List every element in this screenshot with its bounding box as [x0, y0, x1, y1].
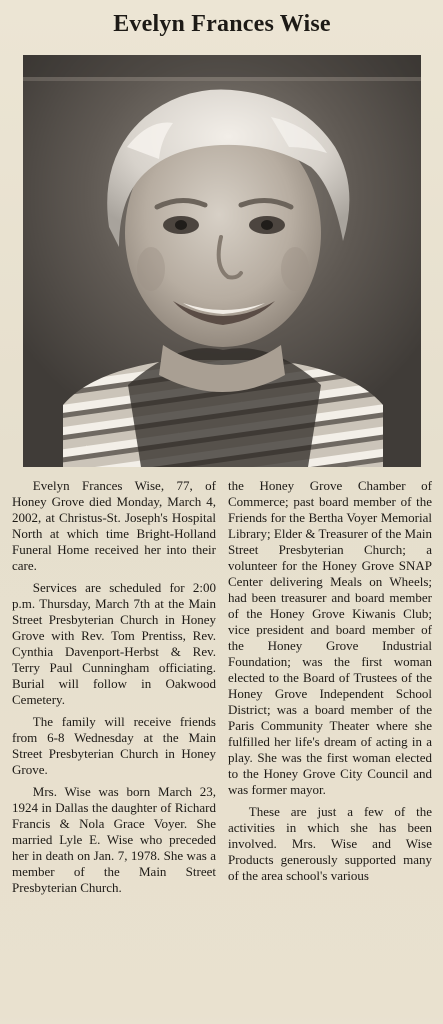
paragraph-visitation: The family will receive friends from 6-8 Wednesday at the Main Street Presbyterian Church in Honey Grove.: [12, 714, 216, 777]
article-body: [12, 478, 432, 896]
paragraph-biography: Mrs. Wise was born March 23, 1924 in Dallas the daughter of Richard Francis & Nola Grace Voyer. She married Lyle E. Wise who preceded her in death on Jan. 7, 1978. She was a member of the Main Street Presbyterian Church.: [12, 784, 216, 895]
right-column: [228, 478, 432, 896]
paragraph-services: Services are scheduled for 2:00 p.m. Thursday, March 7th at the Main Street Presbyterian Church in Honey Grove with Rev. Tom Prentiss, Rev. Cynthia Davenport-Herbst & Rev. Terry Paul Cunningham officiating. Burial will follow in Oakwood Cemetery.: [12, 580, 216, 707]
page-edge-fade: [0, 1016, 443, 1024]
left-column: [12, 478, 216, 896]
portrait-photo-icon: [23, 55, 421, 467]
paragraph-community-service: the Honey Grove Chamber of Commerce; past board member of the Friends for the Bertha Voyer Memorial Library; Elder & Treasurer of the Main Street Presbyterian Church; a volunteer for the Honey Grove SNAP Center delivering Meals on Wheels; had been treasurer and board member of the Honey Grove Kiwanis Club; vice president and board member of the Honey Grove Industrial Foundation; was the first woman elected to the Board of Trustees of the Honey Grove Independent School District; was a board member of the Paris Community Theater where she fulfilled her life's dream of acting in a play. She was the first woman elected to the Honey Grove City Council and was former mayor.: [228, 478, 432, 797]
obituary-title: Evelyn Frances Wise: [113, 11, 331, 37]
paragraph-activities: These are just a few of the activities in which she has been involved. Mrs. Wise and Wise Products generously supported many of the area school's various: [228, 804, 432, 883]
portrait-photo: [23, 55, 421, 467]
paragraph-death-notice: Evelyn Frances Wise, 77, of Honey Grove died Monday, March 4, 2002, at Christus-St. Joseph's Hospital North at which time Bright-Holland Funeral Home received her into their care.: [12, 478, 216, 573]
